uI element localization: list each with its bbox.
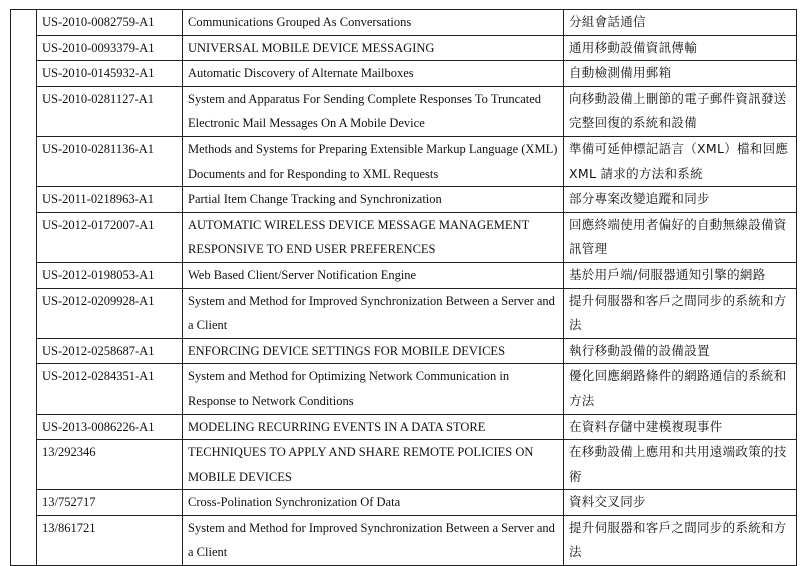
table-row — [11, 212, 797, 262]
table-row — [11, 86, 797, 136]
patent-title-chinese: 準備可延伸標記語言（XML）檔和回應 XML 請求的方法和系統 — [564, 136, 797, 186]
table-row — [11, 262, 797, 288]
table-row — [11, 515, 797, 565]
patent-title-chinese: 資料交叉同步 — [564, 490, 797, 516]
patent-number: US-2012-0258687-A1 — [37, 338, 183, 364]
table-row — [11, 35, 797, 61]
table-row — [11, 364, 797, 414]
patent-title: Automatic Discovery of Alternate Mailboxes — [183, 61, 564, 87]
patent-table — [10, 9, 797, 566]
table-row — [11, 440, 797, 490]
patent-title: Methods and Systems for Preparing Extensible Markup Language (XML) Documents and for Responding to XML Requests — [183, 136, 564, 186]
patent-title: TECHNIQUES TO APPLY AND SHARE REMOTE POLICIES ON MOBILE DEVICES — [183, 440, 564, 490]
table-row — [11, 490, 797, 516]
table-row — [11, 187, 797, 213]
patent-title: Cross-Polination Synchronization Of Data — [183, 490, 564, 516]
patent-title: AUTOMATIC WIRELESS DEVICE MESSAGE MANAGEMENT RESPONSIVE TO END USER PREFERENCES — [183, 212, 564, 262]
patent-title-chinese: 提升伺服器和客戶之間同步的系統和方法 — [564, 515, 797, 565]
patent-title-chinese: 自動檢測備用郵箱 — [564, 61, 797, 87]
patent-title: System and Method for Improved Synchronization Between a Server and a Client — [183, 288, 564, 338]
patent-title: ENFORCING DEVICE SETTINGS FOR MOBILE DEVICES — [183, 338, 564, 364]
patent-title-chinese: 在移動設備上應用和共用遠端政策的技術 — [564, 440, 797, 490]
table-row — [11, 338, 797, 364]
patent-title: System and Apparatus For Sending Complete Responses To Truncated Electronic Mail Messages On A Mobile Device — [183, 86, 564, 136]
patent-number: 13/861721 — [37, 515, 183, 565]
patent-number: US-2011-0218963-A1 — [37, 187, 183, 213]
patent-number: US-2010-0281136-A1 — [37, 136, 183, 186]
patent-number: US-2010-0281127-A1 — [37, 86, 183, 136]
patent-number: US-2012-0172007-A1 — [37, 212, 183, 262]
table-row — [11, 288, 797, 338]
patent-number: US-2013-0086226-A1 — [37, 414, 183, 440]
patent-title-chinese: 基於用戶端/伺服器通知引擎的網路 — [564, 262, 797, 288]
table-row — [11, 136, 797, 186]
patent-number: 13/292346 — [37, 440, 183, 490]
table-row — [11, 10, 797, 36]
patent-title: System and Method for Optimizing Network Communication in Response to Network Conditions — [183, 364, 564, 414]
table-row — [11, 414, 797, 440]
table-row — [11, 61, 797, 87]
patent-title: Communications Grouped As Conversations — [183, 10, 564, 36]
patent-title-chinese: 執行移動設備的設備設置 — [564, 338, 797, 364]
patent-title-chinese: 通用移動設備資訊傳輸 — [564, 35, 797, 61]
patent-number: US-2012-0198053-A1 — [37, 262, 183, 288]
patent-title: Partial Item Change Tracking and Synchronization — [183, 187, 564, 213]
patent-number: US-2012-0209928-A1 — [37, 288, 183, 338]
patent-title-chinese: 向移動設備上刪節的電子郵件資訊發送完整回復的系統和設備 — [564, 86, 797, 136]
patent-title-chinese: 優化回應網路條件的網路通信的系統和方法 — [564, 364, 797, 414]
patent-number: US-2010-0145932-A1 — [37, 61, 183, 87]
patent-number: 13/752717 — [37, 490, 183, 516]
patent-number: US-2010-0093379-A1 — [37, 35, 183, 61]
patent-title-chinese: 在資料存儲中建模複現事件 — [564, 414, 797, 440]
patent-title-chinese: 回應終端使用者偏好的自動無線設備資訊管理 — [564, 212, 797, 262]
patent-title-chinese: 提升伺服器和客戶之間同步的系統和方法 — [564, 288, 797, 338]
patent-title: UNIVERSAL MOBILE DEVICE MESSAGING — [183, 35, 564, 61]
patent-title: System and Method for Improved Synchronization Between a Server and a Client — [183, 515, 564, 565]
left-margin-column — [11, 10, 37, 566]
patent-title: Web Based Client/Server Notification Engine — [183, 262, 564, 288]
patent-title: MODELING RECURRING EVENTS IN A DATA STORE — [183, 414, 564, 440]
patent-number: US-2010-0082759-A1 — [37, 10, 183, 36]
patent-title-chinese: 分組會話通信 — [564, 10, 797, 36]
patent-title-chinese: 部分專案改變追蹤和同步 — [564, 187, 797, 213]
patent-number: US-2012-0284351-A1 — [37, 364, 183, 414]
